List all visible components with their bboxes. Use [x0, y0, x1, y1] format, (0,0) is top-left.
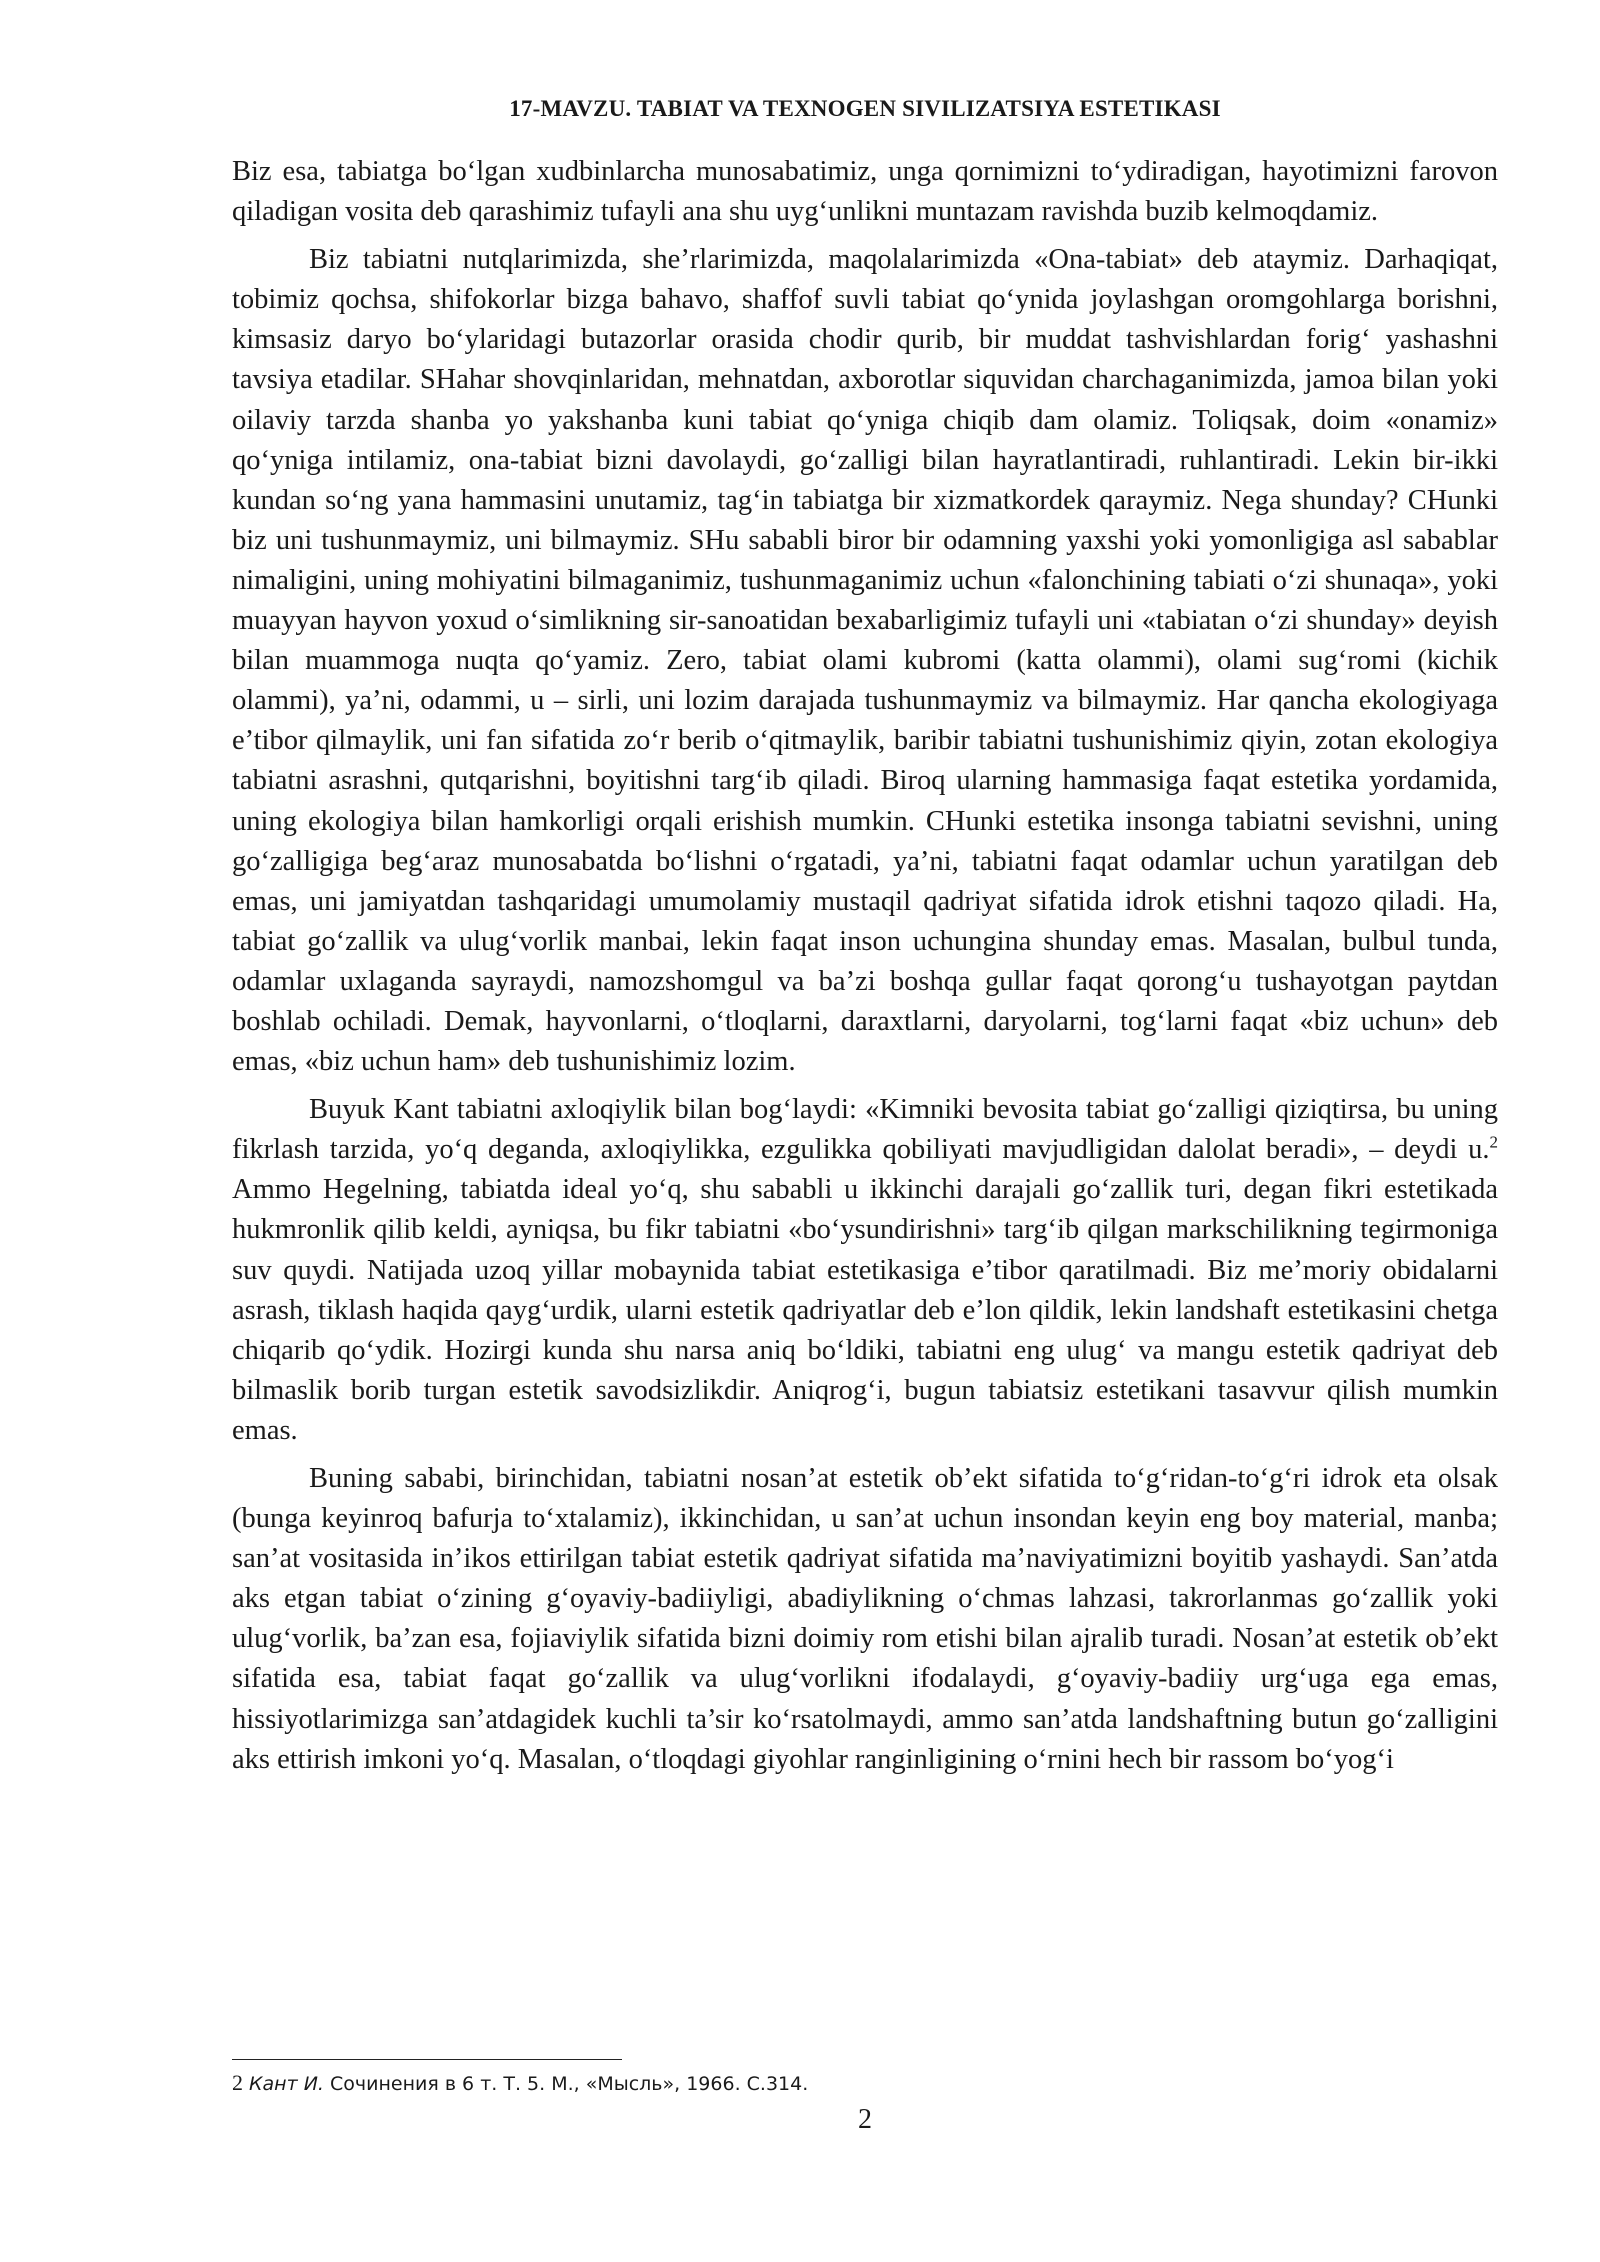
paragraph — [232, 1090, 1498, 1451]
paragraph: Buning sababi, birinchidan, tabiatni nosan’at estetik ob’ekt sifatida to‘g‘ridan-to‘g‘ri idrok eta olsak (bunga keyinroq bafurja to‘xtalamiz), ikkinchidan, u san’at uchun insondan keyin eng boy material, manba; san’at vositasida in’ikos ettirilgan tabiat estetik qadriyat sifatida ma’naviyatimizni boyitib yashaydi. San’atda aks etgan tabiat o‘zining g‘oyaviy-badiiyligi, abadiylikning o‘chmas lahzasi, takrorlanmas go‘zallik yoki ulug‘vorlik, ba’zan esa, fojiaviylik sifatida bizni doimiy rom etishi bilan ajralib turadi. Nosan’at estetik ob’ekt sifatida esa, tabiat faqat go‘zallik va ulug‘vorlikni ifodalaydi, g‘oyaviy-badiiy urg‘uga ega emas, hissiyotlarimizga san’atdagidek kuchli ta’sir ko‘rsatolmaydi, ammo san’atda landshaftning butun go‘zalligini aks ettirish imkoni yo‘q. Masalan, o‘tloqdagi giyohlar ranginligining o‘rnini hech bir rassom bo‘yog‘i — [232, 1463, 1498, 1775]
body-text — [232, 152, 1498, 1788]
paragraph: Biz tabiatni nutqlarimizda, she’rlarimizda, maqolalarimizda «Ona-tabiat» deb ataymiz. Darhaqiqat, tobimiz qochsa, shifokorlar bizga bahavo, shaffof suvli tabiat qo‘ynida joylashgan oromgohlarga borishni, kimsasiz daryo bo‘ylaridagi butazorlar orasida chodir qurib, bir muddat tashvishlardan forig‘ yashashni tavsiya etadilar. SHahar shovqinlaridan, mehnatdan, axborotlar siquvidan charchaganimizda, jamoa bilan yoki oilaviy tarzda shanba yo yakshanba kuni tabiat qo‘yniga chiqib dam olamiz. Toliqsak, doim «onamiz» qo‘yniga intilamiz, ona-tabiat bizni davolaydi, go‘zalligi bilan hayratlantiradi, ruhlantiradi. Lekin bir-ikki kundan so‘ng yana hammasini unutamiz, tag‘in tabiatga bir xizmatkordek qaraymiz. Nega shunday? CHunki biz uni tushunmaymiz, uni bilmaymiz. SHu sababli biror bir odamning yaxshi yoki yomonligiga asl sabablar nimaligini, uning mohiyatini bilmaganimiz, tushunmaganimiz uchun «falonchining tabiati o‘zi shunaqa», yoki muayyan hayvon yoxud o‘simlikning sir-sanoatidan bexabarligimiz tufayli uni «tabiatan o‘zi shunday» deyish bilan muammoga nuqta qo‘yamiz. Zero, tabiat olami kubromi (katta olammi), olami sug‘romi (kichik olammi), ya’ni, odammi, u – sirli, uni lozim darajada tushunmaymiz va bilmaymiz. Har qancha ekologiyaga e’tibor qilmaylik, uni fan sifatida zo‘r berib o‘qitmaylik, baribir tabiatni tushunishimiz qiyin, zotan ekologiya tabiatni asrashni, qutqarishni, boyitishni targ‘ib qiladi. Biroq ularning hammasiga faqat estetika yordamida, uning ekologiya bilan hamkorligi orqali erishish mumkin. CHunki estetika insonga tabiatni sevishni, uning go‘zalligiga beg‘araz munosabatda bo‘lishni o‘rgatadi, ya’ni, tabiatni faqat odamlar uchun yaratilgan deb emas, uni jamiyatdan tashqaridagi umumolamiy mustaqil qadriyat sifatida idrok etishni taqozo qiladi. Ha, tabiat go‘zallik va ulug‘vorlik manbai, lekin faqat inson uchungina shunday emas. Masalan, bulbul tunda, odamlar uxlaganda sayraydi, namozshomgul va ba’zi boshqa gullar faqat qorong‘u tushayotgan paytdan boshlab ochiladi. Demak, hayvonlarni, o‘tloqlarni, daraxtlarni, daryolarni, tog‘larni faqat «biz uchun» deb emas, «biz uchun ham» deb tushunishimiz lozim. — [232, 244, 1498, 1078]
paragraph: Biz esa, tabiatga bo‘lgan xudbinlarcha munosabatimiz, unga qornimizni to‘ydiradigan, hayotimizni farovon qiladigan vosita deb qarashimiz tufayli ana shu uyg‘unlikni muntazam ravishda buzib kelmoqdamiz. — [232, 156, 1498, 228]
footnote-reference[interactable]: 2 — [1489, 1132, 1498, 1152]
footnote-separator — [232, 2059, 622, 2060]
footnote — [232, 2070, 1498, 2097]
page-number: 2 — [858, 2104, 872, 2135]
footnote-text: Сочинения в 6 т. Т. 5. М., «Мысль», 1966. С.314. — [323, 2073, 809, 2095]
footnote-number: 2 — [232, 2070, 243, 2095]
footnote-author: Кант И. — [249, 2073, 324, 2095]
paragraph-text: Buyuk Kant tabiatni axloqiylik bilan bog‘laydi: «Kimniki bevosita tabiat go‘zalligi qiziqtirsa, bu uning fikrlash tarzida, yo‘q deganda, axloqiylikka, ezgulikka qobiliyati mavjudligidan dalolat beradi», – deydi u. — [232, 1094, 1498, 1166]
paragraph-text: Ammo Hegelning, tabiatda ideal yo‘q, shu sababli u ikkinchi darajali go‘zallik turi, degan fikri estetikada hukmronlik qilib keldi, ayniqsa, bu fikr tabiatni «bo‘ysundirishni» targ‘ib qilgan markschilikning tegirmoniga suv quydi. Natijada uzoq yillar mobaynida tabiat estetikasiga e’tibor qaratilmadi. Biz me’moriy obidalarni asrash, tiklash haqida qayg‘urdik, ularni estetik qadriyatlar deb e’lon qildik, lekin landshaft estetikasini chetga chiqarib qo‘ydik. Hozirgi kunda shu narsa aniq bo‘ldiki, tabiatni eng ulug‘ va mangu estetik qadriyat deb bilmaslik borib turgan estetik savodsizlikdir. Aniqrog‘i, bugun tabiatsiz estetikani tasavvur qilish mumkin emas. — [232, 1174, 1498, 1446]
chapter-header: 17-MAVZU. TABIAT VA TEXNOGEN SIVILIZATSIYA ESTETIKASI — [509, 96, 1221, 121]
